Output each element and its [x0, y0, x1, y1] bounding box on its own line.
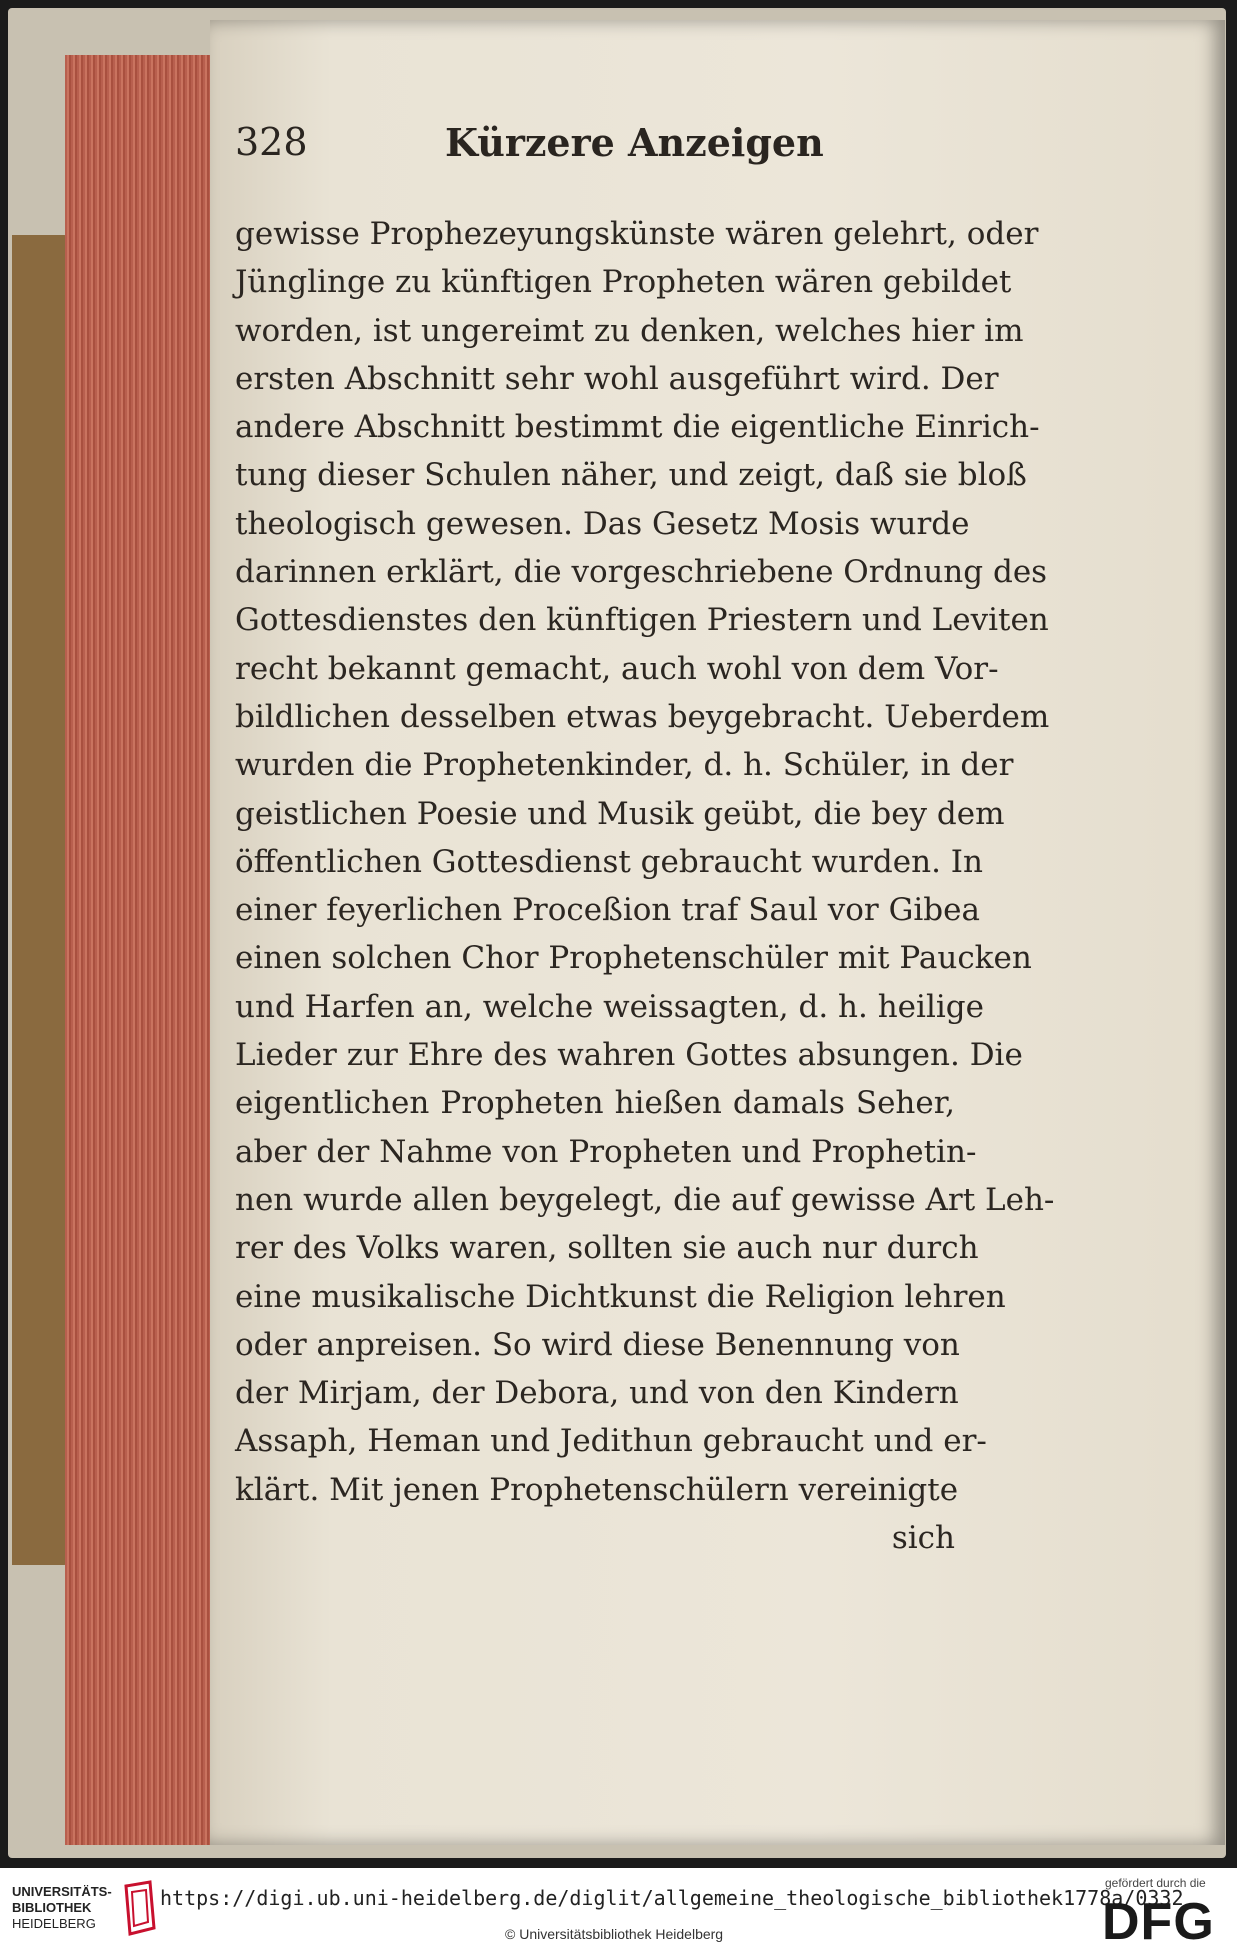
text-line: und Harfen an, welche weissagten, d. h. heilige	[235, 988, 984, 1025]
text-line: rer des Volks waren, sollten sie auch nur durch	[235, 1230, 979, 1267]
text-line: klärt. Mit jenen Prophetenschülern vereinigte	[235, 1471, 959, 1508]
text-line: einen solchen Chor Prophetenschüler mit Paucken	[235, 940, 1032, 977]
page-number: 328	[235, 120, 308, 164]
text-line: eine musikalische Dichtkunst die Religion lehren	[235, 1278, 1006, 1315]
text-line: gewisse Prophezeyungskünste wären gelehrt, oder	[235, 216, 1039, 252]
text-line: worden, ist ungereimt zu denken, welches hier im	[235, 312, 1024, 349]
funding-note: gefördert durch die	[1105, 1876, 1206, 1890]
text-line: einer feyerlichen Proceßion traf Saul vor Gibea	[235, 892, 980, 929]
marbled-cover-edge	[12, 235, 72, 1565]
body-text	[235, 210, 1055, 1562]
running-title: Kürzere Anzeigen	[445, 120, 824, 165]
text-line: aber der Nahme von Propheten und Prophetin-	[235, 1133, 977, 1170]
text-line: oder anpreisen. So wird diese Benennung von	[235, 1326, 960, 1363]
page-header	[235, 120, 955, 180]
viewer-footer	[0, 1868, 1237, 1956]
catchword: sich	[891, 1520, 955, 1557]
text-line: Jünglinge zu künftigen Propheten wären gebildet	[235, 264, 1012, 301]
page-fore-edge	[65, 55, 218, 1845]
text-line: der Mirjam, der Debora, und von den Kindern	[235, 1375, 959, 1412]
text-line: bildlichen desselben etwas beygebracht. Ueberdem	[235, 698, 1050, 735]
text-line: ersten Abschnitt sehr wohl ausgeführt wird. Der	[235, 360, 999, 397]
text-line: öffentlichen Gottesdienst gebraucht wurden. In	[235, 843, 983, 880]
library-emblem-icon	[120, 1878, 160, 1938]
text-line: eigentlichen Propheten hießen damals Seher,	[235, 1085, 955, 1122]
text-line: wurden die Prophetenkinder, d. h. Schüler, in der	[235, 747, 1014, 784]
text-line: theologisch gewesen. Das Gesetz Mosis wurde	[235, 505, 970, 542]
text-line: Lieder zur Ehre des wahren Gottes absungen. Die	[235, 1037, 1023, 1074]
dfg-logo[interactable]: DFG	[1102, 1893, 1215, 1951]
text-line: Gottesdienstes den künftigen Priestern und Leviten	[235, 602, 1049, 639]
permalink-url[interactable]: https://digi.ub.uni-heidelberg.de/diglit/allgemeine_theologische_bibliothek1778a/0332	[160, 1886, 1184, 1910]
library-name: UNIVERSITÄTS- BIBLIOTHEK HEIDELBERG	[12, 1884, 112, 1931]
text-line: tung dieser Schulen näher, und zeigt, daß sie bloß	[235, 457, 1027, 494]
copyright-notice: © Universitätsbibliothek Heidelberg	[505, 1926, 724, 1942]
text-line: darinnen erklärt, die vorgeschriebene Ordnung des	[235, 554, 1048, 591]
text-line: nen wurde allen beygelegt, die auf gewisse Art Leh-	[235, 1181, 1055, 1218]
text-line: Assaph, Heman und Jedithun gebraucht und er-	[235, 1423, 987, 1460]
text-line: recht bekannt gemacht, auch wohl von dem Vor-	[235, 650, 999, 687]
text-line: andere Abschnitt bestimmt die eigentliche Einrich-	[235, 409, 1040, 446]
text-line: geistlichen Poesie und Musik geübt, die bey dem	[235, 795, 1005, 832]
